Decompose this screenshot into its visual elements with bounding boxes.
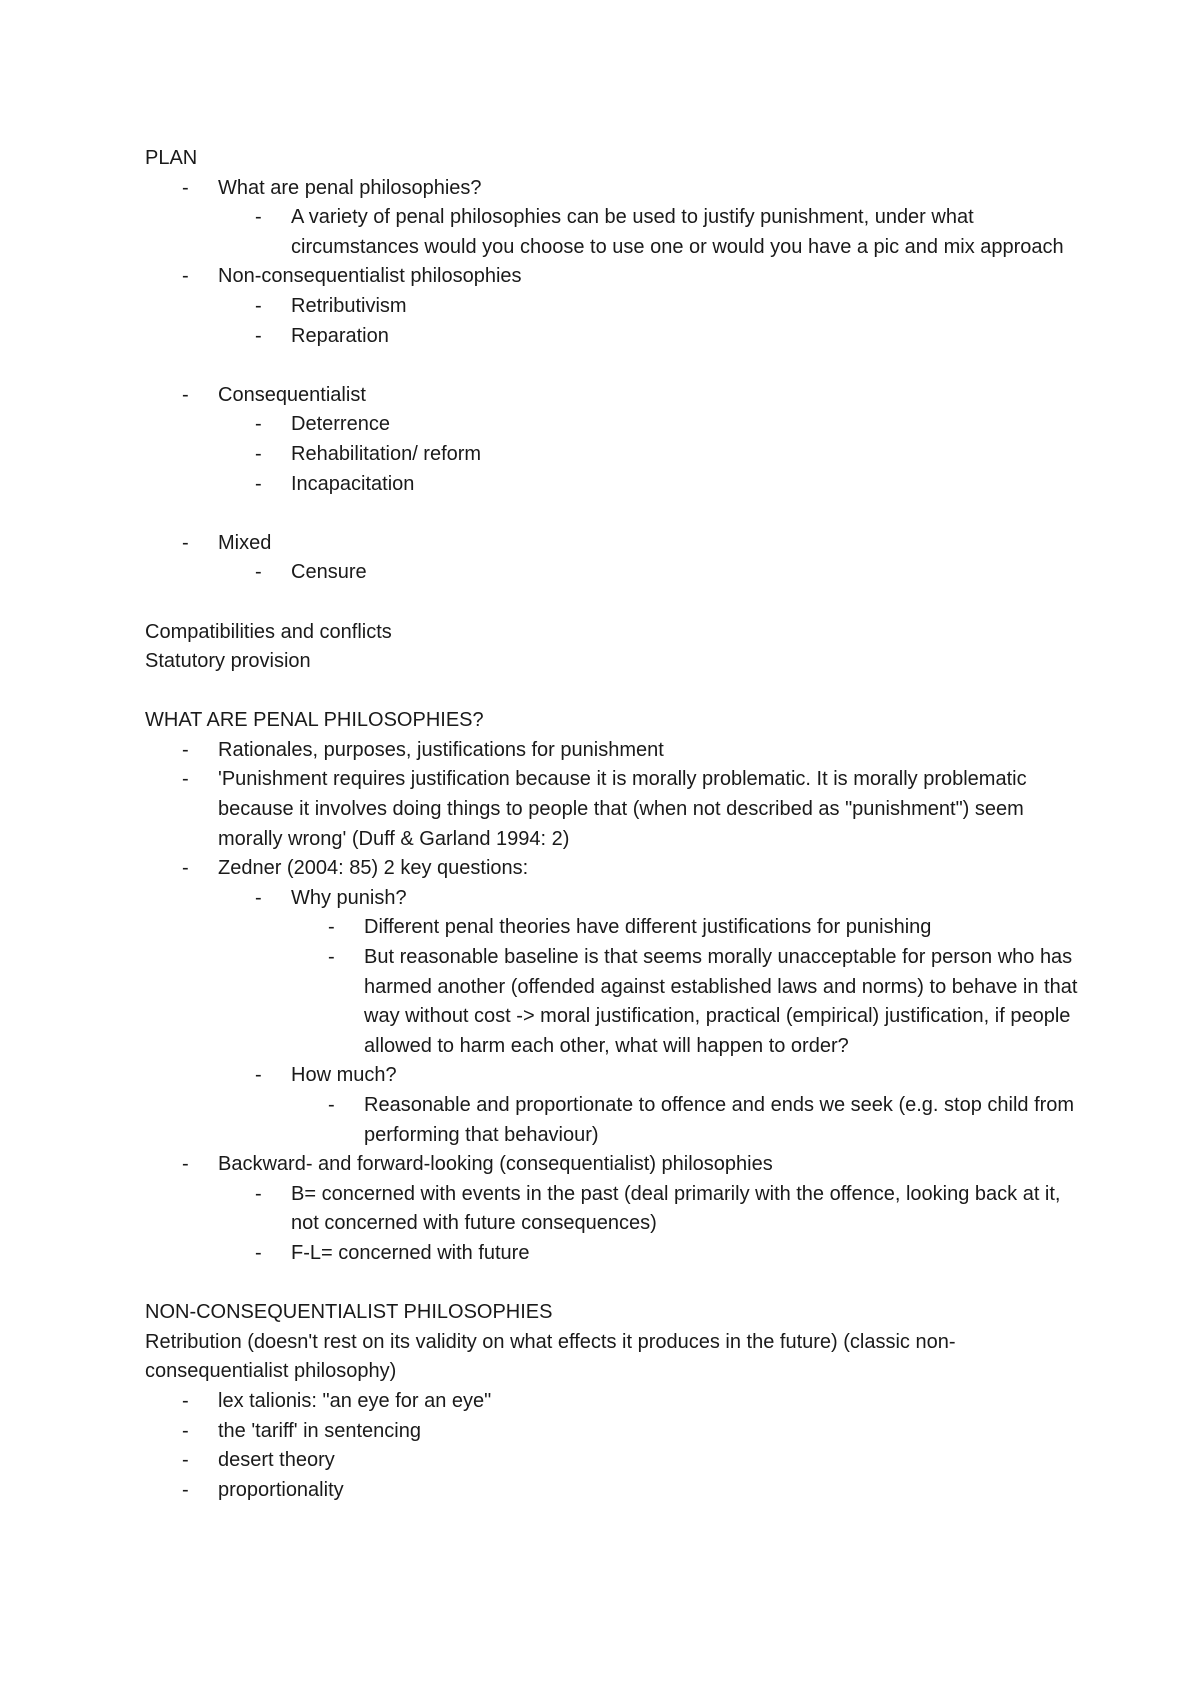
bullet-item-level-1 bbox=[145, 529, 1085, 559]
paragraph: Retribution (doesn't rest on its validity on what effects it produces in the future) (classic non-consequentialist philosophy) bbox=[145, 1330, 956, 1383]
bullet-dash: - bbox=[255, 206, 262, 229]
bullet-text: the 'tariff' in sentencing bbox=[218, 1419, 421, 1442]
bullet-text: 'Punishment requires justification because it is morally problematic. It is morally problematic because it involves doing things to people that (when not described as "punishment") seem morally wrong' (Duff & Garland 1994: 2) bbox=[218, 768, 1027, 850]
bullet-item-level-2 bbox=[145, 440, 1085, 470]
blank-line bbox=[145, 588, 1085, 618]
bullet-text: A variety of penal philosophies can be used to justify punishment, under what circumstances would you choose to use one or would you have a pic and mix approach bbox=[291, 206, 1064, 258]
bullet-text: Why punish? bbox=[291, 886, 407, 909]
blank-line bbox=[145, 499, 1085, 529]
paragraph: WHAT ARE PENAL PHILOSOPHIES? bbox=[145, 709, 484, 732]
bullet-dash: - bbox=[182, 531, 189, 554]
bullet-dash: - bbox=[182, 1449, 189, 1472]
bullet-text: Zedner (2004: 85) 2 key questions: bbox=[218, 857, 529, 880]
paragraph: Compatibilities and conflicts bbox=[145, 620, 392, 643]
bullet-item-level-1 bbox=[145, 1476, 1085, 1506]
bullet-dash: - bbox=[182, 1153, 189, 1176]
bullet-item-level-2 bbox=[145, 884, 1085, 914]
bullet-dash: - bbox=[328, 1094, 335, 1116]
bullet-item-level-2 bbox=[145, 292, 1085, 322]
bullet-dash: - bbox=[255, 1241, 262, 1264]
bullet-text: Reparation bbox=[291, 324, 389, 347]
bullet-dash: - bbox=[255, 561, 262, 584]
bullet-item-level-1 bbox=[145, 1150, 1085, 1180]
paragraph: Statutory provision bbox=[145, 650, 311, 673]
bullet-text: Reasonable and proportionate to offence and ends we seek (e.g. stop child from performing that behaviour) bbox=[364, 1094, 1075, 1146]
bullet-text: Deterrence bbox=[291, 413, 390, 436]
bullet-text: Censure bbox=[291, 561, 367, 584]
bullet-item-level-1 bbox=[145, 381, 1085, 411]
bullet-dash: - bbox=[182, 768, 189, 791]
bullet-item-level-2 bbox=[145, 558, 1085, 588]
bullet-item-level-2 bbox=[145, 1180, 1085, 1239]
paragraph: NON-CONSEQUENTIALIST PHILOSOPHIES bbox=[145, 1301, 553, 1324]
bullet-dash: - bbox=[328, 946, 335, 969]
bullet-text: What are penal philosophies? bbox=[218, 176, 482, 199]
bullet-item-level-1 bbox=[145, 262, 1085, 292]
bullet-dash: - bbox=[255, 472, 262, 495]
bullet-dash: - bbox=[255, 1182, 262, 1205]
bullet-text: Rehabilitation/ reform bbox=[291, 442, 482, 465]
bullet-text: desert theory bbox=[218, 1449, 335, 1472]
bullet-dash: - bbox=[182, 383, 189, 406]
bullet-item-level-2 bbox=[145, 1061, 1085, 1091]
bullet-text: Consequentialist bbox=[218, 383, 366, 406]
bullet-item-level-2 bbox=[145, 410, 1085, 440]
bullet-text: But reasonable baseline is that seems morally unacceptable for person who has harmed another (offended against established laws and norms) to behave in that way without cost -> moral justification, practical (empirical) justification, if people allowed to harm each other, what will happen to order? bbox=[364, 946, 1078, 1057]
bullet-item-level-1 bbox=[145, 1417, 1085, 1447]
blank-line bbox=[145, 677, 1085, 707]
bullet-dash: - bbox=[255, 413, 262, 436]
blank-line bbox=[145, 351, 1085, 381]
bullet-text: Non-consequentialist philosophies bbox=[218, 265, 522, 288]
bullet-dash: - bbox=[182, 1419, 189, 1442]
bullet-item-level-3 bbox=[145, 943, 1085, 1061]
bullet-dash: - bbox=[182, 1478, 189, 1501]
bullet-dash: - bbox=[255, 324, 262, 347]
document-body bbox=[145, 144, 1085, 1505]
bullet-dash: - bbox=[182, 265, 189, 288]
bullet-item-level-1 bbox=[145, 174, 1085, 204]
bullet-item-level-1 bbox=[145, 1387, 1085, 1417]
bullet-dash: - bbox=[182, 176, 189, 199]
bullet-dash: - bbox=[182, 857, 189, 880]
bullet-item-level-2 bbox=[145, 322, 1085, 352]
bullet-item-level-3 bbox=[145, 913, 1085, 943]
bullet-text: Incapacitation bbox=[291, 472, 415, 495]
bullet-dash: - bbox=[255, 294, 262, 317]
bullet-item-level-1 bbox=[145, 765, 1085, 854]
bullet-text: Mixed bbox=[218, 531, 272, 554]
blank-line bbox=[145, 1269, 1085, 1299]
bullet-dash: - bbox=[328, 916, 335, 939]
bullet-item-level-3 bbox=[145, 1091, 1085, 1150]
bullet-dash: - bbox=[182, 1389, 189, 1412]
bullet-item-level-2 bbox=[145, 203, 1085, 262]
bullet-item-level-1 bbox=[145, 1446, 1085, 1476]
bullet-text: lex talionis: "an eye for an eye" bbox=[218, 1389, 492, 1412]
bullet-dash: - bbox=[255, 886, 262, 909]
bullet-item-level-2 bbox=[145, 1239, 1085, 1269]
bullet-text: Different penal theories have different justifications for punishing bbox=[364, 916, 932, 939]
bullet-text: Rationales, purposes, justifications for punishment bbox=[218, 738, 664, 761]
bullet-item-level-1 bbox=[145, 854, 1085, 884]
bullet-text: How much? bbox=[291, 1064, 397, 1087]
bullet-item-level-2 bbox=[145, 470, 1085, 500]
bullet-text: B= concerned with events in the past (deal primarily with the offence, looking back at it, not concerned with future consequences) bbox=[291, 1182, 1061, 1235]
bullet-text: Retributivism bbox=[291, 294, 407, 317]
bullet-dash: - bbox=[255, 442, 262, 465]
bullet-item-level-1 bbox=[145, 736, 1085, 766]
bullet-dash: - bbox=[255, 1064, 262, 1087]
bullet-text: F-L= concerned with future bbox=[291, 1241, 530, 1264]
bullet-text: proportionality bbox=[218, 1478, 344, 1501]
paragraph: PLAN bbox=[145, 147, 198, 169]
bullet-dash: - bbox=[182, 738, 189, 761]
bullet-text: Backward- and forward-looking (consequentialist) philosophies bbox=[218, 1153, 773, 1176]
